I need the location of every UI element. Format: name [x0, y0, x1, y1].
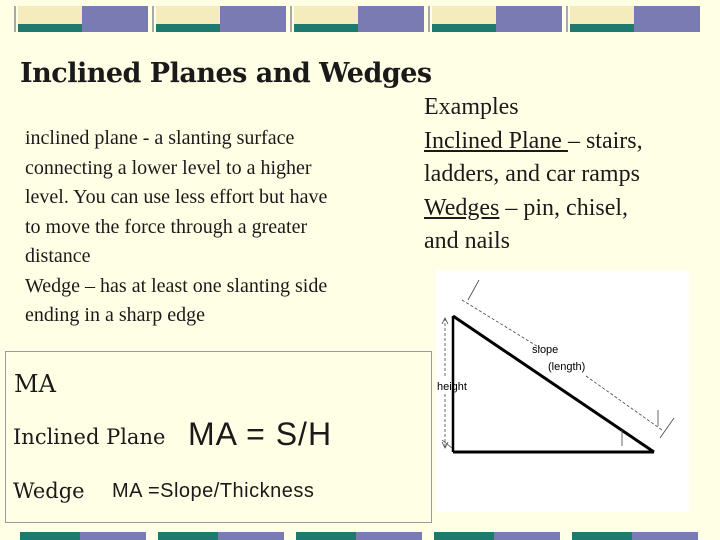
definition-line: connecting a lower level to a higher: [25, 156, 312, 179]
wedges-example: [424, 192, 720, 226]
ma-heading: MA: [14, 370, 56, 398]
height-extension-bottom: [442, 440, 452, 448]
inclined-plane-label: Inclined Plane: [13, 425, 166, 449]
inclined-plane-diagram: [436, 270, 689, 512]
definition-line: level. You can use less effort but have: [25, 186, 328, 208]
examples-text: [424, 91, 720, 259]
slope-extension-top: [468, 280, 479, 300]
top-decorative-stripe: [0, 6, 720, 32]
slope-dimension-line: [462, 300, 540, 348]
slope-dimension-line: [586, 376, 662, 430]
height-label: height: [437, 381, 467, 393]
definition-line: distance: [25, 245, 91, 267]
inclined-plane-diagram-svg: [436, 270, 689, 512]
inclined-plane-formula: MA = S/H: [188, 416, 333, 452]
inclined-plane-example-line2: ladders, and car ramps: [424, 161, 640, 187]
inclined-plane-desc: – stairs,: [567, 127, 643, 154]
definition-text: [25, 124, 415, 331]
slope-label: slope: [532, 344, 559, 356]
definition-line: Wedge – has at least one slanting side: [25, 274, 328, 297]
wedges-term: Wedges: [424, 194, 500, 221]
definition-line: to move the force through a greater: [25, 215, 308, 238]
definition-line: inclined plane - a slanting surface: [25, 127, 295, 149]
slope-extension-bottom: [660, 418, 674, 438]
wedge-label: Wedge: [13, 479, 85, 503]
slope-side: [453, 316, 654, 452]
definition-line: ending in a sharp edge: [25, 304, 205, 326]
inclined-plane-example: [424, 125, 720, 159]
inclined-plane-term: Inclined Plane: [424, 127, 568, 154]
slide-title: Inclined Planes and Wedges: [20, 58, 432, 89]
wedges-example-line2: and nails: [424, 228, 510, 254]
wedges-desc: – pin, chisel,: [499, 194, 629, 221]
wedge-formula: MA =Slope/Thickness: [112, 480, 315, 502]
length-label: (length): [548, 361, 586, 373]
examples-heading: Examples: [424, 94, 519, 120]
bottom-decorative-stripe: [0, 532, 720, 540]
